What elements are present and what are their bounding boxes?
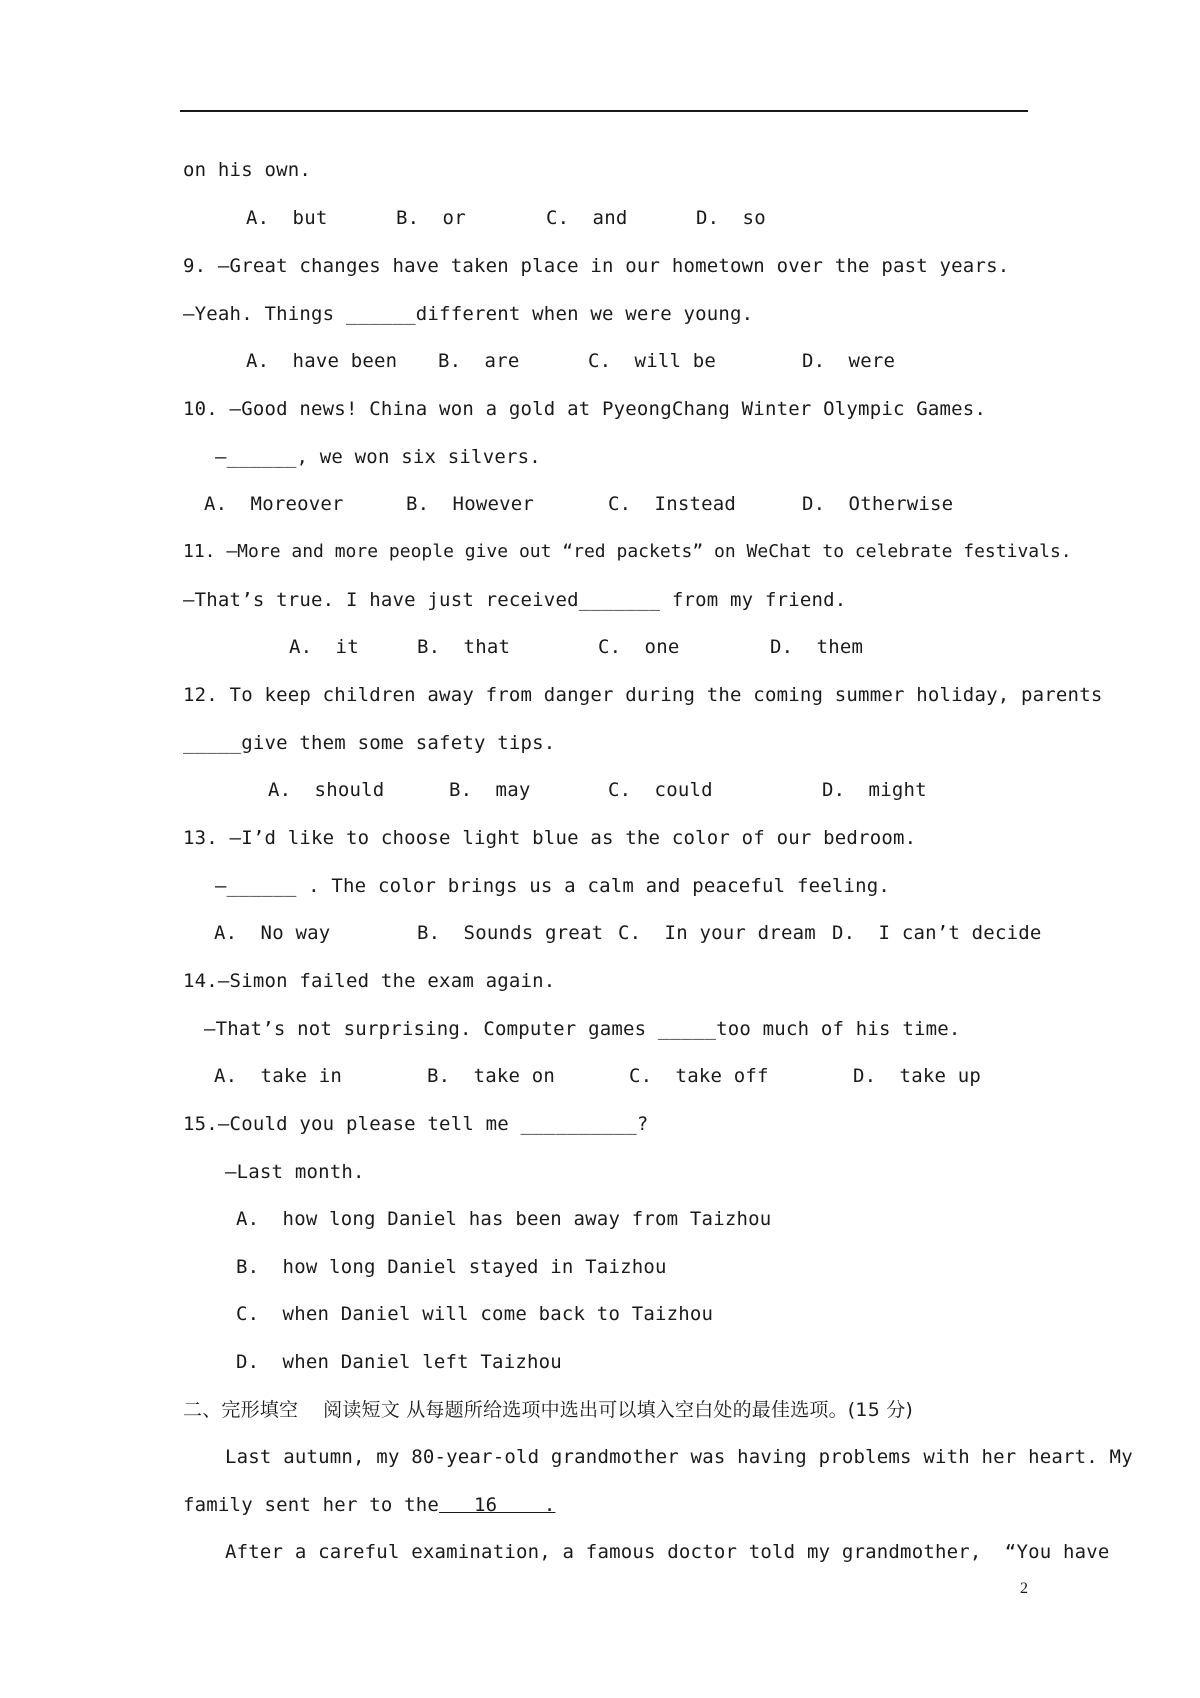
q14-option-c: C. take off xyxy=(629,1065,769,1087)
q11-response: —That’s true. I have just received_______ from my friend. xyxy=(183,589,847,611)
q10-question: 10. —Good news! China won a gold at PyeongChang Winter Olympic Games. xyxy=(183,398,987,420)
q12-question-line1: 12. To keep children away from danger during the coming summer holiday, parents xyxy=(183,684,1103,706)
q13-question: 13. —I’d like to choose light blue as the color of our bedroom. xyxy=(183,827,917,849)
q10-option-a: A. Moreover xyxy=(204,493,344,515)
blank-16: 16 . xyxy=(439,1494,556,1516)
q15-option-d: D. when Daniel left Taizhou xyxy=(236,1351,562,1373)
q15-option-a: A. how long Daniel has been away from Taizhou xyxy=(236,1208,772,1230)
q8-tail: on his own. xyxy=(183,159,312,181)
q14-question: 14.—Simon failed the exam again. xyxy=(183,970,556,992)
q13-option-b: B. Sounds great xyxy=(417,922,604,944)
q9-option-c: C. will be xyxy=(588,350,717,372)
q10-option-d: D. Otherwise xyxy=(802,493,954,515)
q9-option-b: B. are xyxy=(438,350,520,372)
q14-option-b: B. take on xyxy=(427,1065,556,1087)
q10-response: —______, we won six silvers. xyxy=(215,446,541,468)
q13-option-d: D. I can’t decide xyxy=(832,922,1042,944)
q11-option-b: B. that xyxy=(417,636,511,658)
passage-line-1: Last autumn, my 80-year-old grandmother was having problems with her heart. My xyxy=(225,1446,1133,1468)
page-number: 2 xyxy=(1020,1580,1028,1597)
q8-option-a: A. but xyxy=(246,207,328,229)
q13-response: —______ . The color brings us a calm and peaceful feeling. xyxy=(215,875,891,897)
q14-option-a: A. take in xyxy=(214,1065,343,1087)
q13-option-c: C. In your dream xyxy=(618,922,816,944)
q9-response: —Yeah. Things ______different when we were young. xyxy=(183,303,754,325)
q15-response: —Last month. xyxy=(225,1161,365,1183)
q12-question-line2: _____give them some safety tips. xyxy=(183,732,556,754)
q14-response: —That’s not surprising. Computer games _____too much of his time. xyxy=(204,1018,961,1040)
q15-question: 15.—Could you please tell me __________? xyxy=(183,1113,649,1135)
q8-option-c: C. and xyxy=(546,207,628,229)
q12-option-d: D. might xyxy=(822,779,927,801)
q12-option-c: C. could xyxy=(608,779,713,801)
passage-line-2 xyxy=(183,1493,555,1517)
q8-option-b: B. or xyxy=(396,207,466,229)
passage-line-3: After a careful examination, a famous doctor told my grandmother, “You have xyxy=(225,1541,1110,1563)
header-rule xyxy=(180,110,1028,112)
q10-option-c: C. Instead xyxy=(608,493,737,515)
q15-option-b: B. how long Daniel stayed in Taizhou xyxy=(236,1256,667,1278)
q9-option-d: D. were xyxy=(802,350,896,372)
q12-option-a: A. should xyxy=(268,779,385,801)
section2-heading: 二、完形填空 阅读短文 从每题所给选项中选出可以填入空白处的最佳选项。(15 分) xyxy=(183,1399,914,1421)
q12-option-b: B. may xyxy=(449,779,531,801)
q11-question: 11. —More and more people give out “red packets” on WeChat to celebrate festivals. xyxy=(183,541,1072,562)
q11-option-a: A. it xyxy=(289,636,359,658)
q11-option-d: D. them xyxy=(770,636,864,658)
q9-option-a: A. have been xyxy=(246,350,398,372)
q10-option-b: B. However xyxy=(406,493,535,515)
passage-line-2-text: family sent her to the xyxy=(183,1494,440,1516)
q13-option-a: A. No way xyxy=(214,922,331,944)
q15-option-c: C. when Daniel will come back to Taizhou xyxy=(236,1303,714,1325)
q11-option-c: C. one xyxy=(598,636,680,658)
q14-option-d: D. take up xyxy=(853,1065,982,1087)
q8-option-d: D. so xyxy=(696,207,766,229)
q9-question: 9. —Great changes have taken place in our hometown over the past years. xyxy=(183,255,1010,277)
